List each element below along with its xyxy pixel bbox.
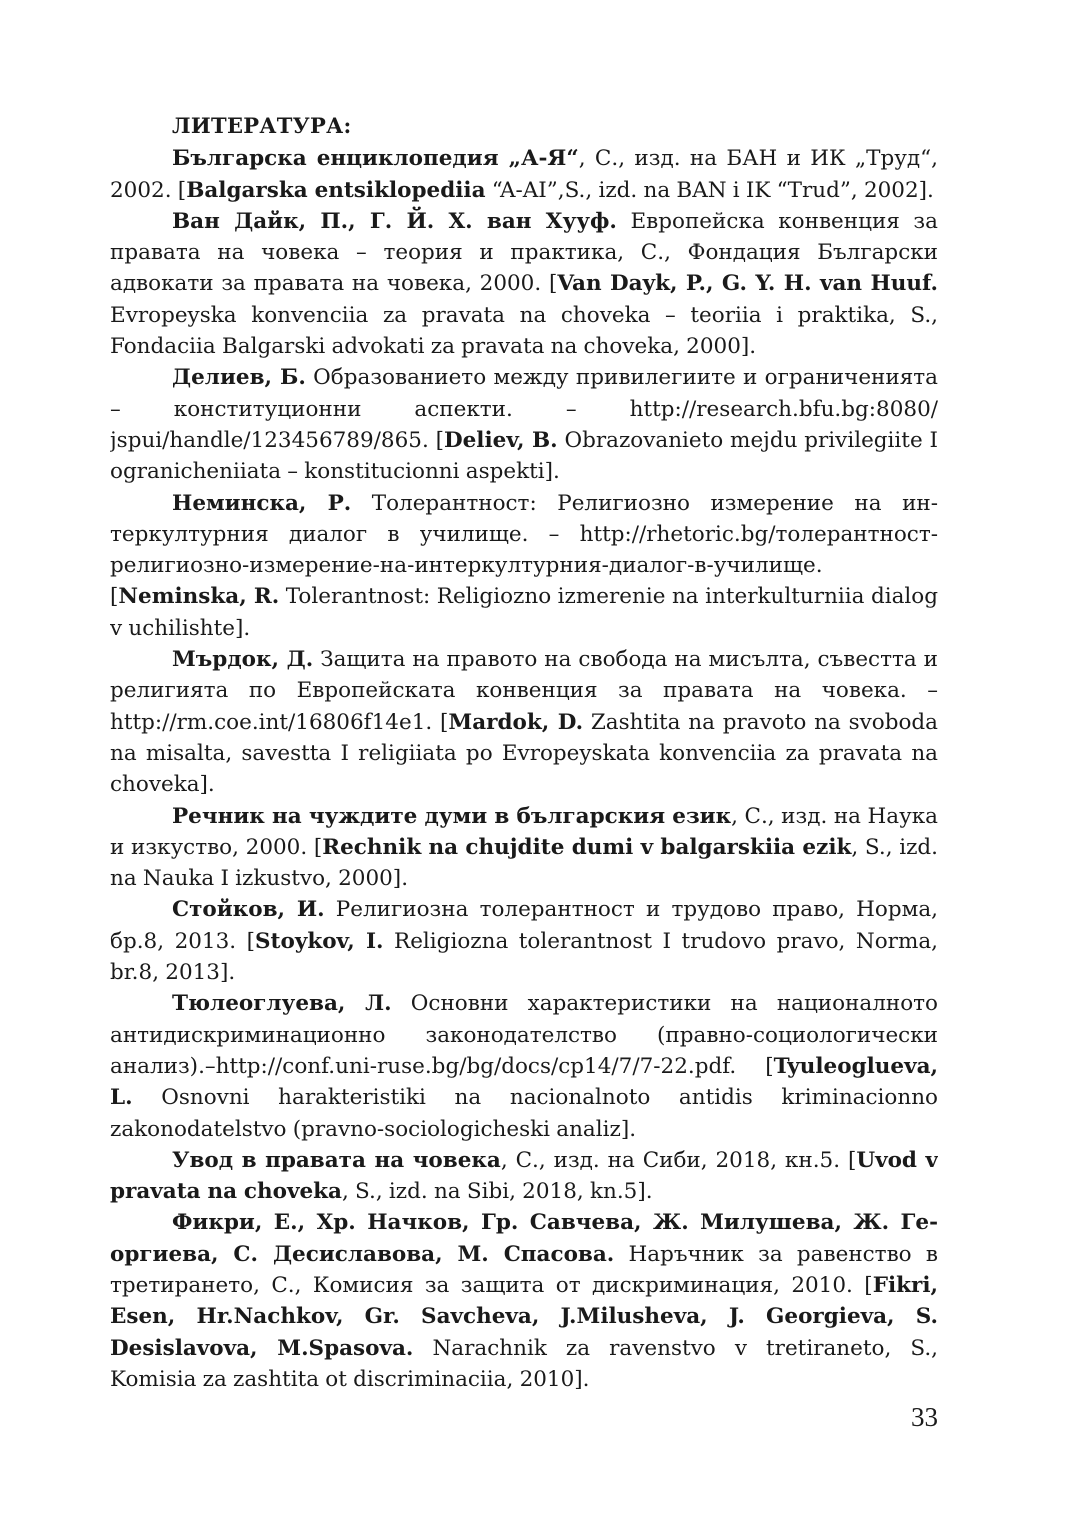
entry-translit-author: Deliev, B. <box>443 427 558 453</box>
entry-text: Наръчник за равенство в третирането, С., Комисия за защита от дискриминация, 2010. [ <box>110 1241 938 1298</box>
entry-author: Тюлеоглуева, Л. <box>172 991 392 1017</box>
entry-translit-text: Obrazovanieto mejdu privilegiite I ogranicheniiata – konstitucionni aspekti]. <box>110 427 938 485</box>
bibliography-entry <box>110 1207 938 1395</box>
entry-translit-author: Mardok, D. <box>448 709 584 735</box>
entry-author: Фикри, Е., Хр. Начков, Гр. Савчева, Ж. Милушева, Ж. Георгиева, С. Десиславова, М. Спасова. <box>110 1210 938 1267</box>
bibliography-entry <box>110 988 938 1144</box>
entry-text: Толерантност: Религиозно измерение на интеркултурния диалог в училище. – http://rhetoric.bg/толерантност-религиозно-измерение-на-интеркултурния-диалог-в-училище. [ <box>110 490 938 610</box>
entry-author: Неминска, Р. <box>172 490 352 516</box>
entry-translit-author: Stoykov, I. <box>255 928 384 954</box>
entry-text: Религиозна толерантност и трудово право, Норма, бр.8, 2013. [ <box>110 897 938 954</box>
page-title: ЛИТЕРАТУРА: <box>172 113 352 138</box>
entry-translit-text: Narachnik za ravenstvo v tretiraneto, S., Komisia za zashtita ot discriminaciia, 2010]. <box>110 1335 938 1392</box>
entry-translit-text: “A-AI”,S., izd. na BAN i IK “Trud”, 2002]. <box>485 177 934 203</box>
entry-translit-author: Neminska, R. <box>118 584 280 610</box>
bibliography-entry <box>110 143 938 206</box>
bibliography-entry <box>110 206 938 362</box>
entry-author: Мърдок, Д. <box>172 647 314 673</box>
bibliography-entry <box>110 644 938 800</box>
entry-text: Образованието между привилегиите и ограниченията – конституционни аспекти. – http://research.bfu.bg:8080/ jspui/handle/123456789/865. [ <box>110 365 938 453</box>
entry-translit-text: , S., izd. na Nauka I izkustvo, 2000]. <box>110 834 938 892</box>
entry-translit-author: Uvod v pravata na choveka <box>110 1147 938 1205</box>
entry-translit-author: Tyuleoglueva, L. <box>110 1053 938 1111</box>
entry-translit-author: Van Dayk, P., G. Y. H. van Huuf. <box>557 271 938 297</box>
page-number: 33 <box>911 1402 938 1432</box>
entry-translit-text: Evropeyska konvenciia za pravata na choveka – teoriia i praktika, S., Fondaciia Balgarski advokati za pravata na choveka, 2000]. <box>110 302 938 360</box>
entry-translit-author: Balgarska entsiklopediia <box>186 177 486 203</box>
entry-translit-text: Zashtita na pravoto na svoboda na misalta, savestta I religiiata po Evropeyskata konvenciia za pravata na choveka]. <box>110 709 938 798</box>
entry-author: Българска енциклопедия „А-Я“ <box>172 146 579 172</box>
entry-author: Ван Дайк, П., Г. Й. Х. ван Хууф. <box>172 208 617 234</box>
entry-translit-text: Osnovni harakteristiki na nacionalnoto antidis kriminacionno zakonodatelstvo (pravno-sociologicheski analiz]. <box>110 1085 938 1142</box>
entry-translit-text: , S., izd. na Sibi, 2018, kn.5]. <box>341 1179 653 1205</box>
bibliography-entry <box>110 894 938 988</box>
entry-author: Делиев, Б. <box>172 365 306 391</box>
bibliography-entry <box>110 488 938 644</box>
entry-translit-text: Tolerantnost: Religiozno izmerenie na interkulturniia dialog v uchilishte]. <box>110 584 938 641</box>
bibliography-entry <box>110 362 938 487</box>
entry-text: Защита на правото на свобода на мисълта, съвестта и религията по Европейската конвенция за правата на човека. – http://rm.coe.int/16806f14e1. [ <box>110 647 938 735</box>
bibliography-entry <box>110 1145 938 1208</box>
entry-author: Увод в правата на човека <box>172 1147 501 1173</box>
bibliography-entry <box>110 801 938 895</box>
entry-author: Стойков, И. <box>172 897 325 923</box>
entry-translit-text: Religiozna tolerantnost I trudovo pravo, Norma, br.8, 2013]. <box>110 928 938 986</box>
entry-text: , С., изд. на Сиби, 2018, кн.5. [ <box>500 1147 857 1173</box>
entry-text: , С., изд. на Наука и изкуство, 2000. [ <box>110 803 938 860</box>
entry-text: , С., изд. на БАН и ИК „Труд“, 2002. [ <box>110 146 938 203</box>
entry-translit-author: Fikri, Esen, Hr.Nachkov, Gr. Savcheva, J.Milusheva, J. Georgieva, S. Desislavova, M.Spasova. <box>110 1272 938 1361</box>
entry-author: Речник на чуждите думи в българския език <box>172 803 732 829</box>
page-body <box>110 110 938 1410</box>
entry-text: Основни характеристики на националното антидискриминационно законодателство (правно-социологически анализ).–http://conf.uni-ruse.bg/bg/docs/cp14/7/7-22.pdf. [ <box>110 991 938 1079</box>
entry-text: Европейска конвенция за правата на човека – теория и практика, С., Фондация Български адвокати за правата на човека, 2000. [ <box>110 208 938 297</box>
entry-translit-author: Rechnik na chujdite dumi v balgarskiia ezik <box>322 834 852 860</box>
